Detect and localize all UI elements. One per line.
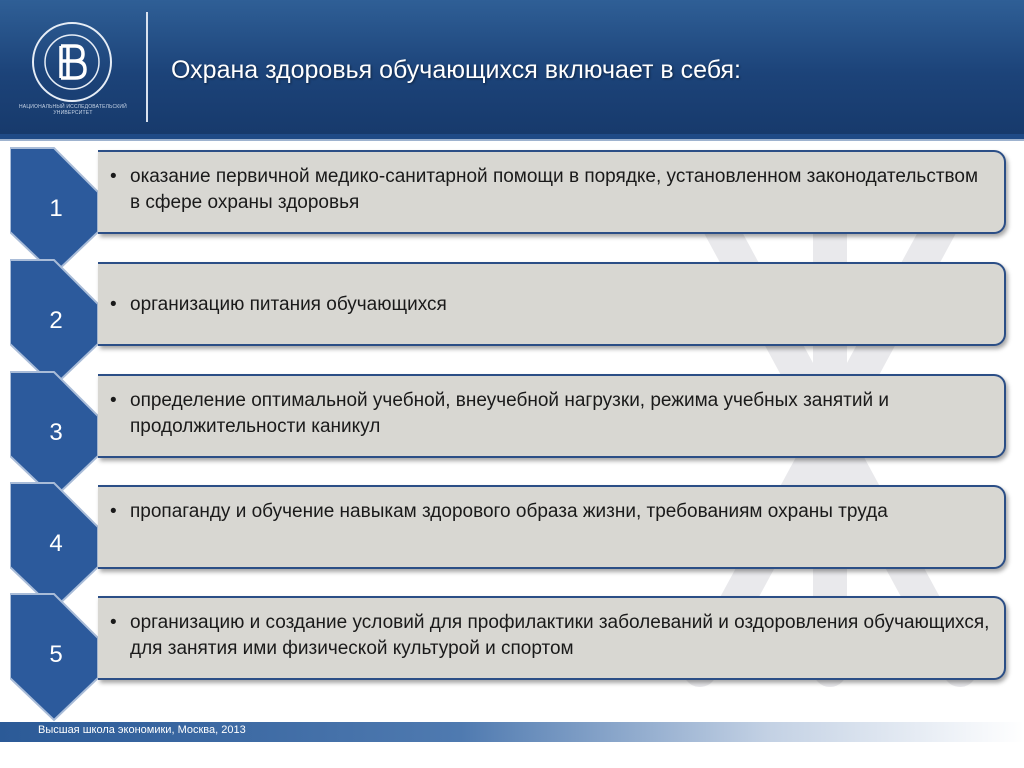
step-box <box>98 262 1006 346</box>
step-box <box>98 485 1006 569</box>
footer-text: Высшая школа экономики, Москва, 2013 <box>38 724 246 736</box>
step-number: 4 <box>49 530 63 557</box>
bullet-icon: • <box>110 390 117 411</box>
step-text: организацию и создание условий для профилактики заболеваний и оздоровления обучающихся, для занятия ими физической культурой и спортом <box>130 612 990 659</box>
step-5 <box>0 592 1024 704</box>
footer-bar <box>0 722 1024 742</box>
step-box <box>98 596 1006 680</box>
step-text: определение оптимальной учебной, внеучебной нагрузки, режима учебных занятий и продолжительности каникул <box>130 390 889 437</box>
header-divider <box>146 12 148 122</box>
step-text: пропаганду и обучение навыкам здорового образа жизни, требованиям охраны труда <box>130 501 888 522</box>
step-box <box>98 150 1006 234</box>
step-3 <box>0 370 1024 482</box>
step-1 <box>0 146 1024 258</box>
step-4 <box>0 481 1024 593</box>
bullet-icon: • <box>110 294 117 315</box>
step-text: организацию питания обучающихся <box>130 294 447 315</box>
step-number: 5 <box>49 641 63 668</box>
slide-header <box>0 0 1024 134</box>
step-text: оказание первичной медико-санитарной помощи в порядке, установленном законодательством в сфере охраны здоровья <box>130 166 979 213</box>
logo-caption: НАЦИОНАЛЬНЫЙ ИССЛЕДОВАТЕЛЬСКИЙ УНИВЕРСИТЕТ <box>19 104 127 116</box>
step-box <box>98 374 1006 458</box>
step-number: 2 <box>49 307 63 334</box>
bullet-icon: • <box>110 166 117 187</box>
header-stripe-light <box>0 139 1024 141</box>
bullet-icon: • <box>110 612 117 633</box>
step-2 <box>0 258 1024 370</box>
step-number: 1 <box>49 195 63 222</box>
bullet-icon: • <box>110 501 117 522</box>
step-number: 3 <box>49 419 63 446</box>
slide-title: Охрана здоровья обучающихся включает в себя: <box>171 56 742 84</box>
university-logo <box>30 20 114 104</box>
